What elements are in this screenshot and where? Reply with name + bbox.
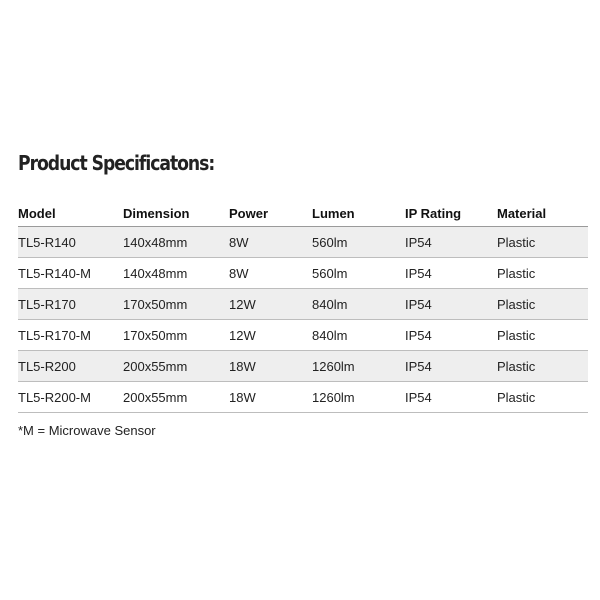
cell-lumen: 840lm xyxy=(312,289,405,320)
cell-ip-rating: IP54 xyxy=(405,227,497,258)
cell-material: Plastic xyxy=(497,382,588,413)
cell-power: 8W xyxy=(229,258,312,289)
cell-ip-rating: IP54 xyxy=(405,320,497,351)
header-power: Power xyxy=(229,200,312,227)
cell-lumen: 1260lm xyxy=(312,351,405,382)
header-model: Model xyxy=(18,200,123,227)
cell-lumen: 560lm xyxy=(312,258,405,289)
table-row xyxy=(18,227,588,258)
cell-power: 12W xyxy=(229,320,312,351)
cell-material: Plastic xyxy=(497,258,588,289)
header-ip-rating: IP Rating xyxy=(405,200,497,227)
cell-material: Plastic xyxy=(497,289,588,320)
table-header-row xyxy=(18,200,588,227)
cell-model: TL5-R140 xyxy=(18,227,123,258)
spec-table xyxy=(18,200,588,413)
cell-ip-rating: IP54 xyxy=(405,382,497,413)
cell-power: 18W xyxy=(229,382,312,413)
cell-lumen: 840lm xyxy=(312,320,405,351)
cell-ip-rating: IP54 xyxy=(405,258,497,289)
table-row xyxy=(18,320,588,351)
cell-ip-rating: IP54 xyxy=(405,289,497,320)
cell-lumen: 1260lm xyxy=(312,382,405,413)
cell-material: Plastic xyxy=(497,227,588,258)
header-lumen: Lumen xyxy=(312,200,405,227)
table-row xyxy=(18,289,588,320)
header-dimension: Dimension xyxy=(123,200,229,227)
page-title: Product Specificatons: xyxy=(18,151,215,175)
cell-power: 8W xyxy=(229,227,312,258)
cell-model: TL5-R200-M xyxy=(18,382,123,413)
table-row xyxy=(18,258,588,289)
cell-dimension: 170x50mm xyxy=(123,289,229,320)
cell-ip-rating: IP54 xyxy=(405,351,497,382)
header-material: Material xyxy=(497,200,588,227)
cell-material: Plastic xyxy=(497,320,588,351)
cell-dimension: 170x50mm xyxy=(123,320,229,351)
table-row xyxy=(18,351,588,382)
cell-model: TL5-R170-M xyxy=(18,320,123,351)
table-row xyxy=(18,382,588,413)
footnote: *M = Microwave Sensor xyxy=(18,423,156,438)
cell-lumen: 560lm xyxy=(312,227,405,258)
cell-dimension: 140x48mm xyxy=(123,258,229,289)
cell-model: TL5-R200 xyxy=(18,351,123,382)
cell-model: TL5-R140-M xyxy=(18,258,123,289)
cell-model: TL5-R170 xyxy=(18,289,123,320)
cell-power: 12W xyxy=(229,289,312,320)
cell-power: 18W xyxy=(229,351,312,382)
cell-dimension: 200x55mm xyxy=(123,382,229,413)
cell-dimension: 140x48mm xyxy=(123,227,229,258)
cell-material: Plastic xyxy=(497,351,588,382)
cell-dimension: 200x55mm xyxy=(123,351,229,382)
